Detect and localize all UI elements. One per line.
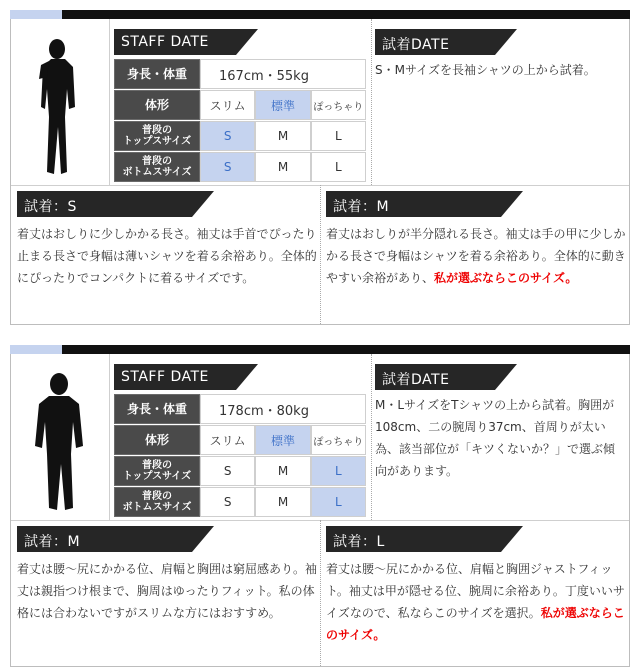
try-right-header [326,191,626,217]
try-left-text [17,223,317,289]
divider [320,520,321,666]
tops-label-line-1: 普段の [142,460,172,471]
try-left-body: 着丈はおしりに少しかかる長さ。袖丈は手首でぴったり止まる長さで身幅は薄いシャツを着る余裕あり。全体的にぴったりでコンパクトに着るサイズです。 [17,227,317,285]
note-header-title: 試着DATE [382,37,450,53]
try-right [326,526,626,646]
divider [371,19,372,185]
block-top-bar [10,10,630,19]
bottoms-option: M [255,487,310,517]
body-type-option: ぽっちゃり [311,425,366,455]
note-header [375,29,625,55]
tops-size-label [114,456,200,486]
body-type-option: スリム [200,425,255,455]
height-weight-value: 167cm・55kg [200,59,366,89]
height-weight-label: 身長・体重 [114,59,200,89]
staff-silhouette-icon [29,372,89,512]
staff-header [114,29,366,55]
row-body-type [114,90,366,120]
try-right-highlight: 私が選ぶならこのサイズ。 [326,606,625,642]
tops-option: S [200,456,255,486]
tops-size-label [114,121,200,151]
bottoms-option: S [200,487,255,517]
try-left-header [17,526,317,552]
row-bottoms-size [114,487,366,517]
bottoms-label-line-2: ボトムスサイズ [122,502,192,513]
row-body-type [114,425,366,455]
body-type-option-selected: 標準 [255,425,310,455]
staff-data [114,364,366,518]
tops-option: M [255,456,310,486]
row-height-weight [114,394,366,424]
row-tops-size [114,456,366,486]
staff-silhouette-icon [29,37,89,177]
height-weight-label: 身長・体重 [114,394,200,424]
staff-figure-cell [11,354,110,520]
try-left-title: 試着：M [24,534,81,550]
bottoms-label-line-2: ボトムスサイズ [122,167,192,178]
bottoms-option: L [311,152,366,182]
tops-option: M [255,121,310,151]
tops-label-line-2: トップスサイズ [122,136,192,147]
try-left-text [17,558,317,624]
try-right-title: 試着：L [333,534,385,550]
staff-header [114,364,366,390]
try-left-header [17,191,317,217]
top-bar-accent [10,345,62,354]
try-note [375,364,625,482]
try-note [375,29,625,81]
tops-option-selected: S [200,121,255,151]
try-left [17,526,317,624]
body-type-option: ぽっちゃり [311,90,366,120]
try-right-highlight: 私が選ぶならこのサイズ。 [434,271,578,285]
note-header-title: 試着DATE [382,372,450,388]
divider [320,185,321,324]
try-left-title: 試着：S [24,199,77,215]
body-type-label: 体形 [114,425,200,455]
bottoms-label-line-1: 普段の [142,156,172,167]
staff-data [114,29,366,183]
body-type-option: スリム [200,90,255,120]
try-right-text [326,558,626,646]
try-right [326,191,626,289]
body-type-option-selected: 標準 [255,90,310,120]
try-right-title: 試着：M [333,199,390,215]
bottoms-option-selected: S [200,152,255,182]
top-bar-accent [10,10,62,19]
try-left [17,191,317,289]
block-frame [10,354,630,667]
try-right-body: 着丈はおしりが半分隠れる長さ。袖丈は手の甲に少しかかる長さで身幅はシャツを着る余裕あり。全体的に動きやすい余裕があり、 [326,227,626,285]
bottoms-size-label [114,487,200,517]
body-type-label: 体形 [114,90,200,120]
block-top-bar [10,345,630,354]
height-weight-value: 178cm・80kg [200,394,366,424]
bottoms-option-selected: L [311,487,366,517]
bottoms-label-line-1: 普段の [142,491,172,502]
try-right-body: 着丈は腰〜尻にかかる位、肩幅と胸囲ジャストフィット。袖丈は甲が隠せる位、腕周に余裕あり。丁度いいサイズなので、私ならこのサイズを選択。 [326,562,625,620]
bottoms-option: M [255,152,310,182]
try-right-header [326,526,626,552]
staff-header-title: STAFF DATE [121,369,209,385]
divider [371,354,372,520]
tops-label-line-2: トップスサイズ [122,471,192,482]
note-text: S・Mサイズを長袖シャツの上から試着。 [375,63,596,77]
block-frame [10,19,630,325]
staff-figure-cell [11,19,110,185]
tops-option-selected: L [311,456,366,486]
tops-label-line-1: 普段の [142,125,172,136]
try-right-text [326,223,626,289]
bottoms-size-label [114,152,200,182]
tops-option: L [311,121,366,151]
row-tops-size [114,121,366,151]
note-text: M・LサイズをTシャツの上から試着。胸囲が108cm、二の腕周り37cm、首周りが太い為、該当部位が「キツくないか？」で選ぶ傾向があります。 [375,398,616,478]
staff-header-title: STAFF DATE [121,34,209,50]
row-bottoms-size [114,152,366,182]
try-left-body: 着丈は腰〜尻にかかる位、肩幅と胸囲は窮屈感あり。袖丈は親指つけ根まで、胸周はゆったりフィット。私の体格には合わないですがスリムな方にはおすすめ。 [17,562,318,620]
row-height-weight [114,59,366,89]
note-header [375,364,625,390]
